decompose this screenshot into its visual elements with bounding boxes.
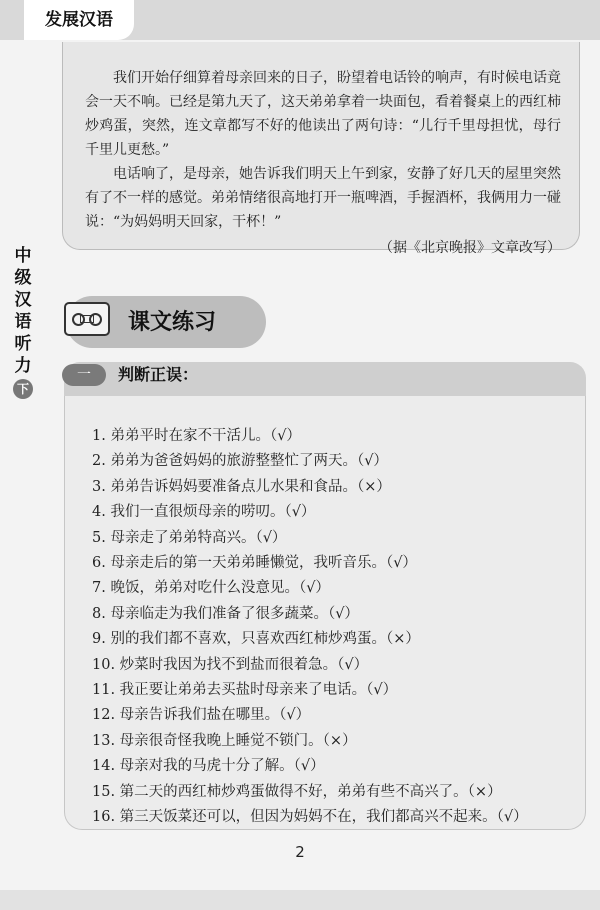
exercise-item: 5. 母亲走了弟弟特高兴。（√）	[92, 529, 287, 546]
exercise-item: 10. 炒菜时我因为找不到盐而很着急。（√）	[92, 656, 369, 673]
exercise-item: 16. 第三天饭菜还可以，但因为妈妈不在，我们都高兴不起来。（√）	[92, 809, 528, 826]
side-volume-label	[10, 245, 36, 399]
exercise-item: 4. 我们一直很烦母亲的唠叨。（√）	[92, 504, 316, 521]
footer-band	[0, 890, 600, 910]
passage-source: （据《北京晚报》文章改写）	[379, 240, 561, 256]
book-title-tag: 发展汉语	[24, 0, 134, 40]
exercise-item: 11. 我正要让弟弟去买盐时母亲来了电话。（√）	[92, 682, 398, 699]
exercise-item: 9. 别的我们都不喜欢，只喜欢西红柿炒鸡蛋。（×）	[92, 631, 420, 648]
cassette-tape-icon	[64, 302, 110, 336]
passage-paragraph: 电话响了，是母亲，她告诉我们明天上午到家，安静了好几天的屋里突然有了不一样的感觉。弟弟情绪很高地打开一瓶啤酒，手握酒杯，我俩用力一碰说：“为妈妈明天回家，干杯！”	[85, 166, 561, 230]
side-char: 听	[14, 334, 32, 354]
exercise-item: 14. 母亲对我的马虎十分了解。（√）	[92, 758, 325, 775]
side-char: 汉	[14, 290, 32, 310]
exercise-item: 13. 母亲很奇怪我晚上睡觉不锁门。（×）	[92, 732, 357, 749]
page-number: 2	[295, 843, 305, 861]
reading-passage	[62, 42, 580, 256]
volume-badge: 下	[13, 379, 33, 399]
exercise-item: 6. 母亲走后的第一天弟弟睡懒觉，我听音乐。（√）	[92, 555, 417, 572]
side-char: 级	[14, 268, 32, 288]
exercise-title: 判断正误：	[118, 365, 199, 384]
side-char: 力	[14, 356, 32, 376]
passage-paragraph: 我们开始仔细算着母亲回来的日子，盼望着电话铃的响声，有时候电话竟会一天不响。已经是第九天了，这天弟弟拿着一块面包，看着餐桌上的西红柿炒鸡蛋，突然，连文章都写不好的他读出了两句诗：“儿行千里母担忧，母行千里儿更愁。”	[85, 70, 561, 158]
exercise-number-badge: 一	[62, 364, 106, 386]
exercise-item: 7. 晚饭，弟弟对吃什么没意见。（√）	[92, 580, 330, 597]
exercise-item: 3. 弟弟告诉妈妈要准备点儿水果和食品。（×）	[92, 478, 391, 495]
exercise-item: 15. 第二天的西红柿炒鸡蛋做得不好，弟弟有些不高兴了。（×）	[92, 783, 502, 800]
exercise-item: 1. 弟弟平时在家不干活儿。（√）	[92, 428, 301, 444]
tape-reel-right	[89, 313, 102, 326]
side-char: 中	[14, 246, 32, 266]
section-title: 课文练习	[128, 310, 217, 335]
side-char: 语	[14, 312, 32, 332]
exercise-list	[92, 424, 528, 831]
exercise-item: 2. 弟弟为爸爸妈妈的旅游整整忙了两天。（√）	[92, 453, 388, 470]
exercise-item: 12. 母亲告诉我们盐在哪里。（√）	[92, 707, 311, 724]
exercise-item: 8. 母亲临走为我们准备了很多蔬菜。（√）	[92, 605, 359, 622]
